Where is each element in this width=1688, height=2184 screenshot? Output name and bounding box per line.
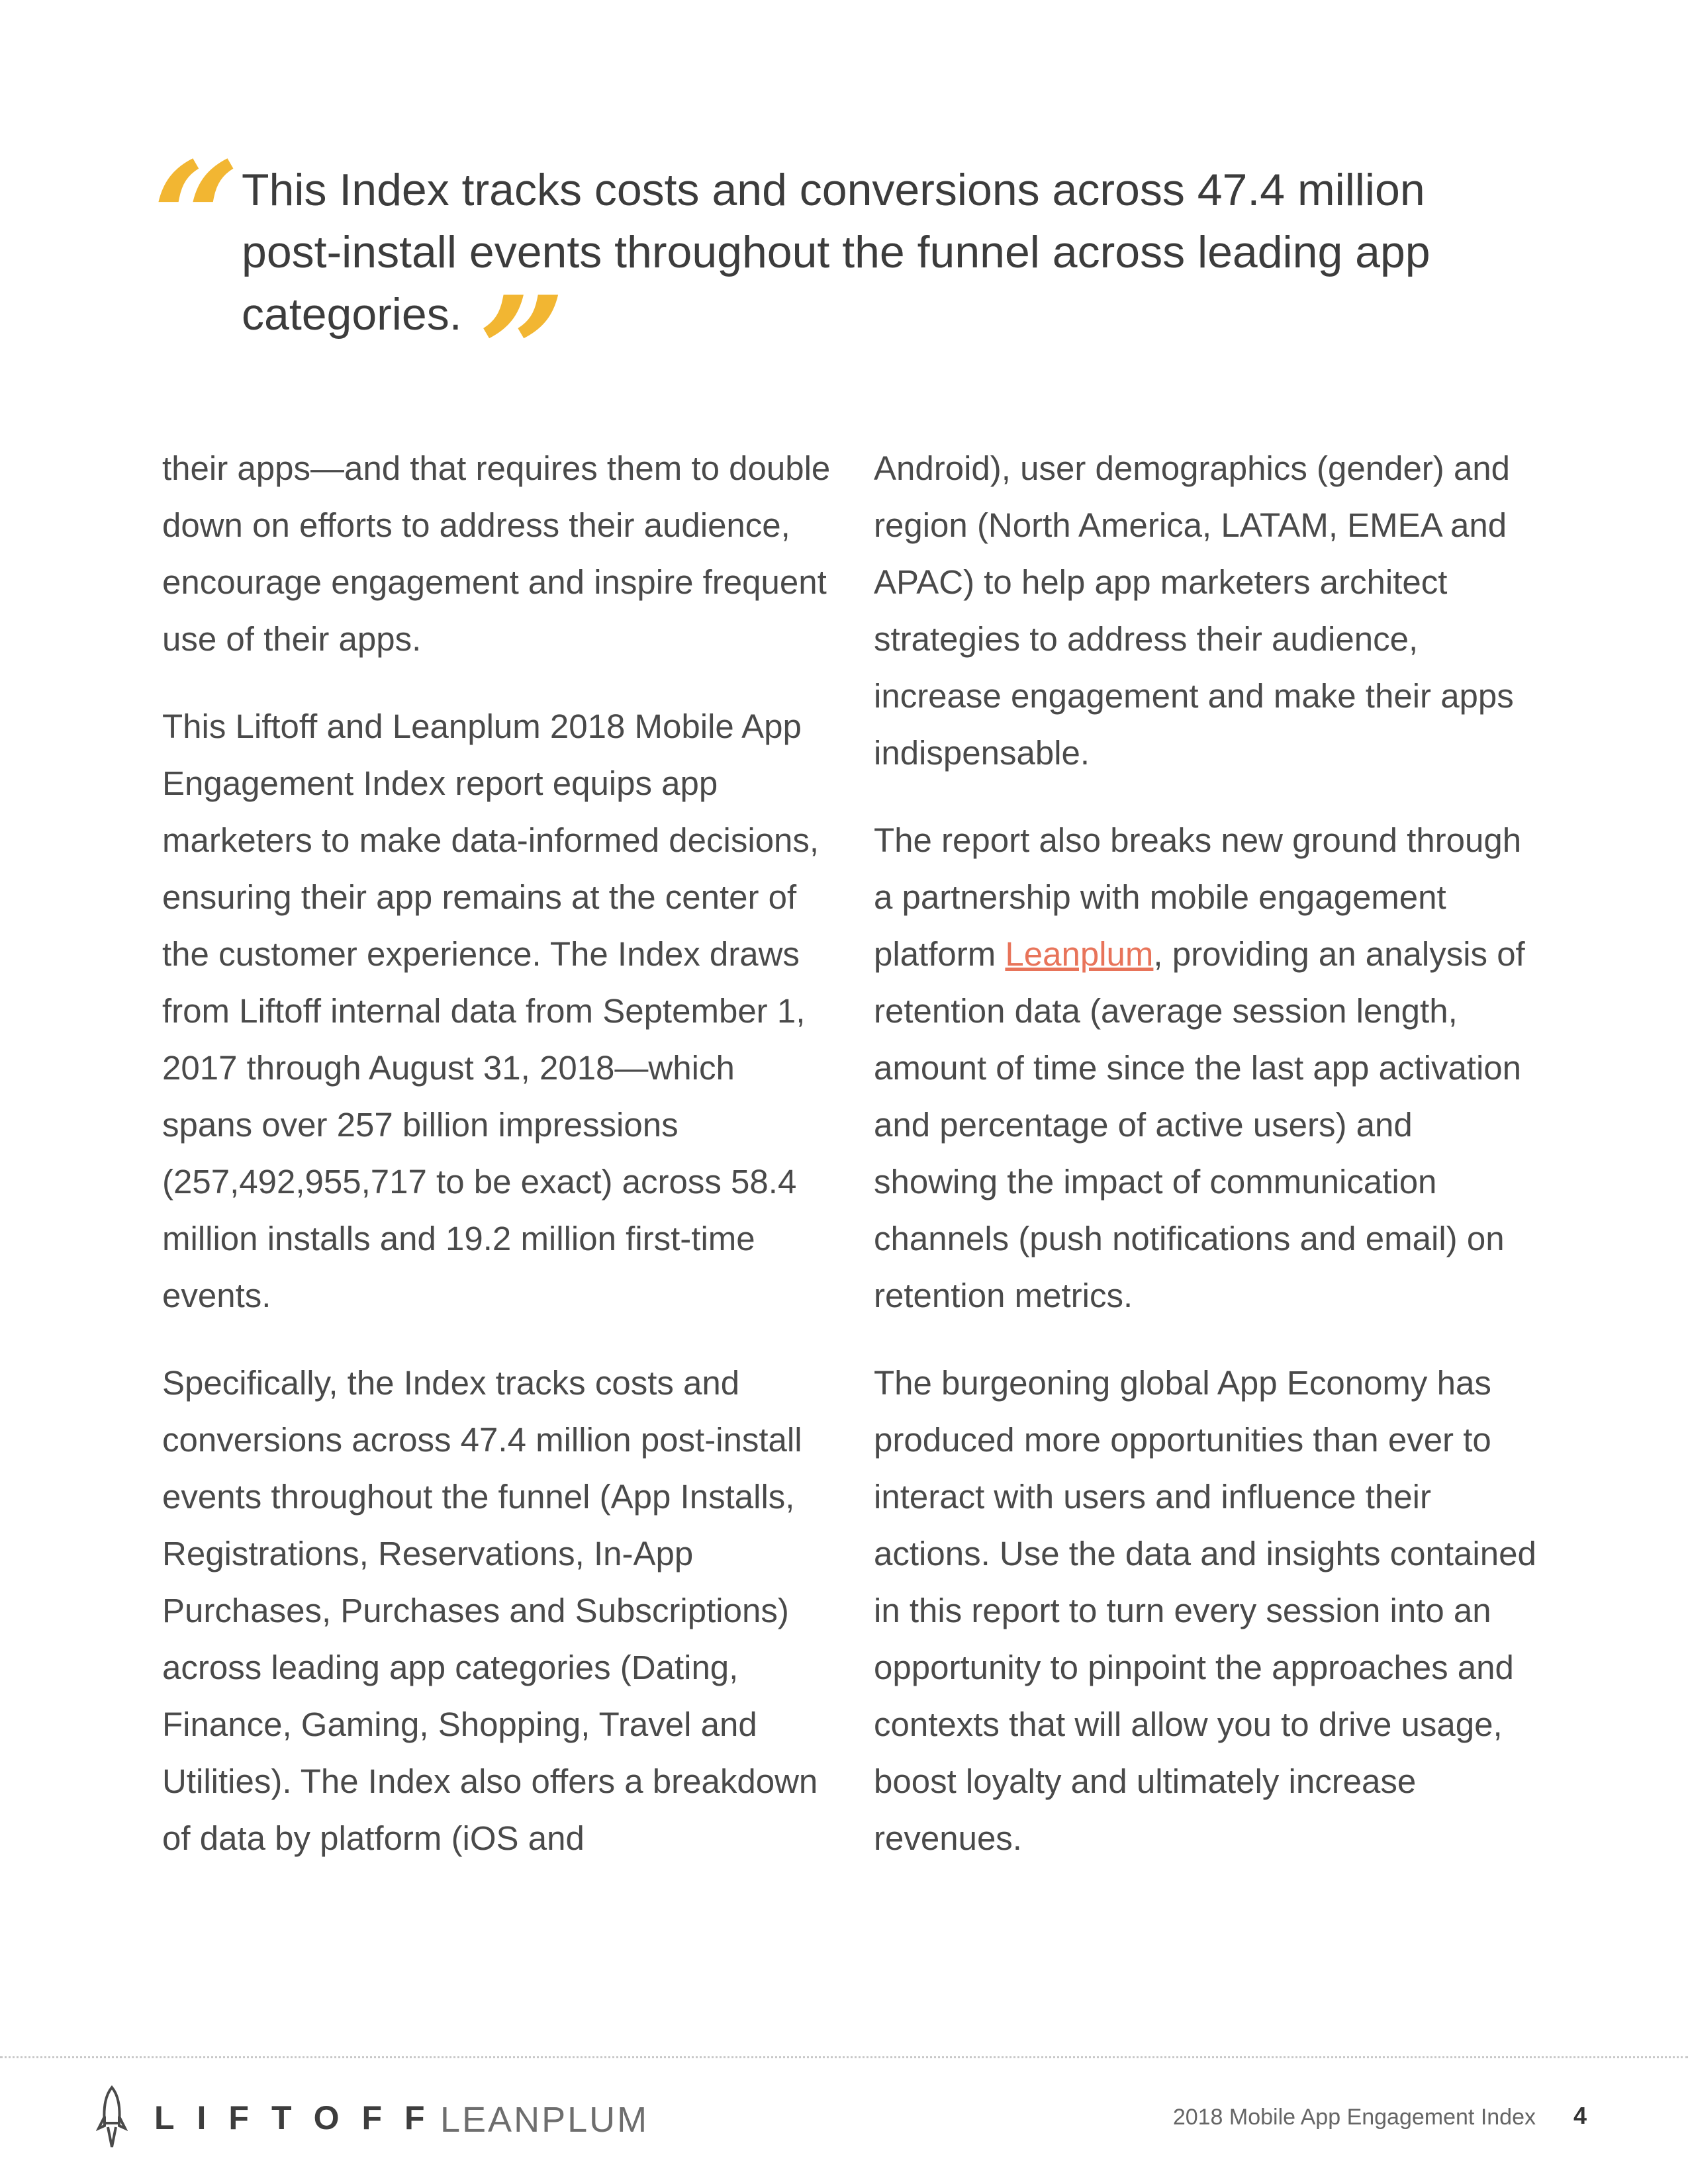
- left-paragraph-3: Specifically, the Index tracks costs and conversions across 47.4 million post-install events throughout the funnel (App Installs, Registrations, Reservations, In-App Purchases, Purchases and Subscriptions) across leading app categories (Dating, Finance, Gaming, Shopping, Travel and Utilities). The Index also offers a breakdown of data by platform (iOS and: [162, 1364, 818, 1857]
- pull-quote-text: This Index tracks costs and conversions across 47.4 million post-install events throughout the funnel across leading app categories.: [242, 165, 1430, 340]
- footer-report-title: 2018 Mobile App Engagement Index: [1172, 2105, 1536, 2130]
- right-paragraph-2-start: The report also breaks new ground through a partnership with mobile engagement platform: [874, 821, 1522, 973]
- left-column: [162, 440, 831, 1897]
- right-paragraph-1: Android), user demographics (gender) and region (North America, LATAM, EMEA and APAC) to help app marketers architect strategies to address their audience, increase engagement and make their apps indispensable.: [874, 449, 1514, 772]
- footer-divider: [0, 2056, 1688, 2058]
- leanplum-link[interactable]: Leanplum: [1005, 935, 1154, 973]
- right-paragraph-2-end: , providing an analysis of retention data (average session length, amount of time since the last app activation and percentage of active users) and showing the impact of communication channels (push notifications and email) on retention metrics.: [874, 935, 1525, 1314]
- right-column: [874, 440, 1542, 1897]
- left-paragraph-2: This Liftoff and Leanplum 2018 Mobile App Engagement Index report equips app marketers to make data-informed decisions, ensuring their app remains at the center of the customer experience. The Index draws from Liftoff internal data from September 1, 2017 through August 31, 2018—which spans over 257 billion impressions (257,492,955,717 to be exact) across 58.4 million installs and 19.2 million first-time events.: [162, 707, 820, 1314]
- open-quote-mark: “: [152, 129, 240, 308]
- right-paragraph-3: The burgeoning global App Economy has produced more opportunities than ever to interact with users and influence their actions. Use the data and insights contained in this report to turn every session into an opportunity to pinpoint the approaches and contexts that will allow you to drive usage, boost loyalty and ultimately increase revenues.: [874, 1364, 1536, 1857]
- pull-quote-text-block: [242, 159, 1499, 442]
- page-number: 4: [1573, 2102, 1587, 2129]
- liftoff-logo: [96, 2085, 447, 2151]
- leanplum-wordmark: LEANPLUM: [440, 2100, 649, 2140]
- liftoff-wordmark: LIFTOFF: [154, 2099, 447, 2136]
- right-paragraph-2: [874, 812, 1542, 1324]
- left-paragraph-1: their apps—and that requires them to double down on efforts to address their audience, encourage engagement and inspire frequent use of their apps.: [162, 449, 831, 658]
- close-quote-mark: ”: [478, 263, 566, 442]
- rocket-icon: [96, 2085, 128, 2151]
